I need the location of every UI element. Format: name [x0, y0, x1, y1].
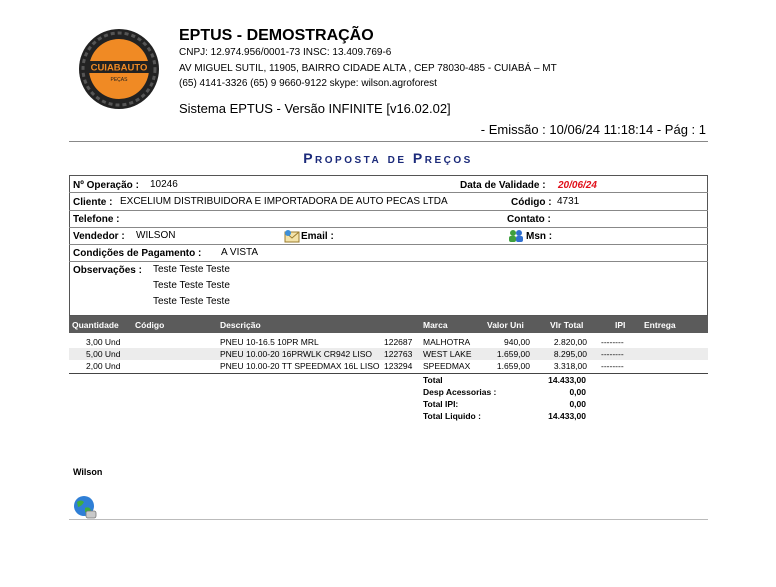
- col-vlr-total: Vlr Total: [550, 320, 584, 330]
- col-entrega: Entrega: [644, 320, 676, 330]
- condicoes-value: A VISTA: [221, 247, 259, 258]
- company-name: EPTUS - DEMOSTRAÇÃO: [179, 27, 374, 44]
- total-ipi-label: Total IPI:: [423, 399, 459, 409]
- cell-ref: 122763: [384, 349, 413, 359]
- info-divider: [69, 192, 708, 193]
- footer-divider: [69, 519, 708, 520]
- company-cnpj: CNPJ: 12.974.956/0001-73 INSC: 13.409.769-6: [179, 47, 392, 58]
- total-label: Total: [423, 375, 443, 385]
- cell-descricao: PNEU 10.00-20 TT SPEEDMAX 16L LISO: [220, 361, 380, 371]
- cell-marca: SPEEDMAX: [423, 361, 471, 371]
- info-divider: [69, 210, 708, 211]
- document-title: Proposta de Preços: [303, 150, 473, 166]
- validade-label: Data de Validade :: [460, 180, 546, 191]
- info-divider: [69, 261, 708, 262]
- total-liquido-value: 14.433,00: [548, 411, 586, 421]
- email-icon: [284, 229, 300, 243]
- observacao-line: Teste Teste Teste: [153, 280, 230, 291]
- vendedor-value: WILSON: [136, 230, 176, 241]
- info-divider: [69, 244, 708, 245]
- operacao-value: 10246: [150, 179, 178, 190]
- system-version: Sistema EPTUS - Versão INFINITE [v16.02.02]: [179, 101, 451, 116]
- total-value: 14.433,00: [548, 375, 586, 385]
- desp-acessorias-value: 0,00: [569, 387, 586, 397]
- signature-name: Wilson: [73, 467, 103, 477]
- col-marca: Marca: [423, 320, 448, 330]
- cell-valor: 1.659,00: [496, 361, 530, 371]
- cell-ipi: --------: [601, 361, 624, 371]
- items-table-header: [69, 316, 708, 333]
- logo-text: CUIABAUTO: [90, 62, 148, 74]
- emission-info: - Emissão : 10/06/24 11:18:14 - Pág : 1: [480, 122, 706, 137]
- total-liquido-label: Total Liquido :: [423, 411, 481, 421]
- contato-label: Contato :: [507, 214, 551, 225]
- observacao-line: Teste Teste Teste: [153, 264, 230, 275]
- cell-total: 2.820,00: [553, 337, 587, 347]
- msn-label: Msn :: [526, 231, 553, 242]
- vendedor-label: Vendedor :: [73, 231, 125, 242]
- col-codigo: Código: [135, 320, 165, 330]
- telefone-label: Telefone :: [73, 214, 120, 225]
- operacao-label: Nº Operação :: [73, 180, 139, 191]
- cell-qtd: 5,00 Und: [86, 349, 121, 359]
- cell-marca: WEST LAKE: [423, 349, 472, 359]
- cell-qtd: 3,00 Und: [86, 337, 121, 347]
- col-ipi: IPI: [615, 320, 626, 330]
- globe-icon[interactable]: [72, 494, 98, 520]
- col-descricao: Descrição: [220, 320, 261, 330]
- cell-ref: 123294: [384, 361, 413, 371]
- col-quantidade: Quantidade: [72, 320, 119, 330]
- codigo-value: 4731: [557, 196, 580, 207]
- cell-valor: 1.659,00: [496, 349, 530, 359]
- col-valor-uni: Valor Uni: [487, 320, 524, 330]
- table-row: [69, 336, 708, 348]
- cell-descricao: PNEU 10-16.5 10PR MRL: [220, 337, 319, 347]
- cliente-label: Cliente :: [73, 197, 113, 208]
- desp-acessorias-label: Desp Acessorias :: [423, 387, 497, 397]
- codigo-label: Código :: [511, 197, 552, 208]
- cell-total: 8.295,00: [553, 349, 587, 359]
- validade-value: 20/06/24: [558, 180, 597, 191]
- email-label: Email :: [301, 231, 334, 242]
- msn-icon: [508, 228, 525, 243]
- company-address: AV MIGUEL SUTIL, 11905, BAIRRO CIDADE ALTA , CEP 78030-485 - CUIABÁ – MT: [179, 63, 557, 74]
- info-divider: [69, 227, 708, 228]
- table-row: [69, 360, 708, 372]
- cell-ipi: --------: [601, 349, 624, 359]
- cell-valor: 940,00: [504, 337, 530, 347]
- company-logo: [78, 28, 160, 110]
- cell-ref: 122687: [384, 337, 413, 347]
- total-ipi-value: 0,00: [569, 399, 586, 409]
- observacoes-label: Observações :: [73, 265, 142, 276]
- cell-descricao: PNEU 10.00-20 16PRWLK CR942 LISO: [220, 349, 372, 359]
- cliente-value: EXCELIUM DISTRIBUIDORA E IMPORTADORA DE AUTO PECAS LTDA: [120, 196, 448, 207]
- company-contact: (65) 4141-3326 (65) 9 9660-9122 skype: wilson.agroforest: [179, 78, 437, 89]
- table-bottom-line: [69, 373, 708, 374]
- header-divider: [69, 141, 708, 142]
- observacao-line: Teste Teste Teste: [153, 296, 230, 307]
- logo-subtext: PEÇAS: [110, 77, 128, 83]
- cell-marca: MALHOTRA: [423, 337, 471, 347]
- table-row: [69, 348, 708, 360]
- condicoes-label: Condições de Pagamento :: [73, 248, 202, 259]
- cell-ipi: --------: [601, 337, 624, 347]
- cell-total: 3.318,00: [553, 361, 587, 371]
- cell-qtd: 2,00 Und: [86, 361, 121, 371]
